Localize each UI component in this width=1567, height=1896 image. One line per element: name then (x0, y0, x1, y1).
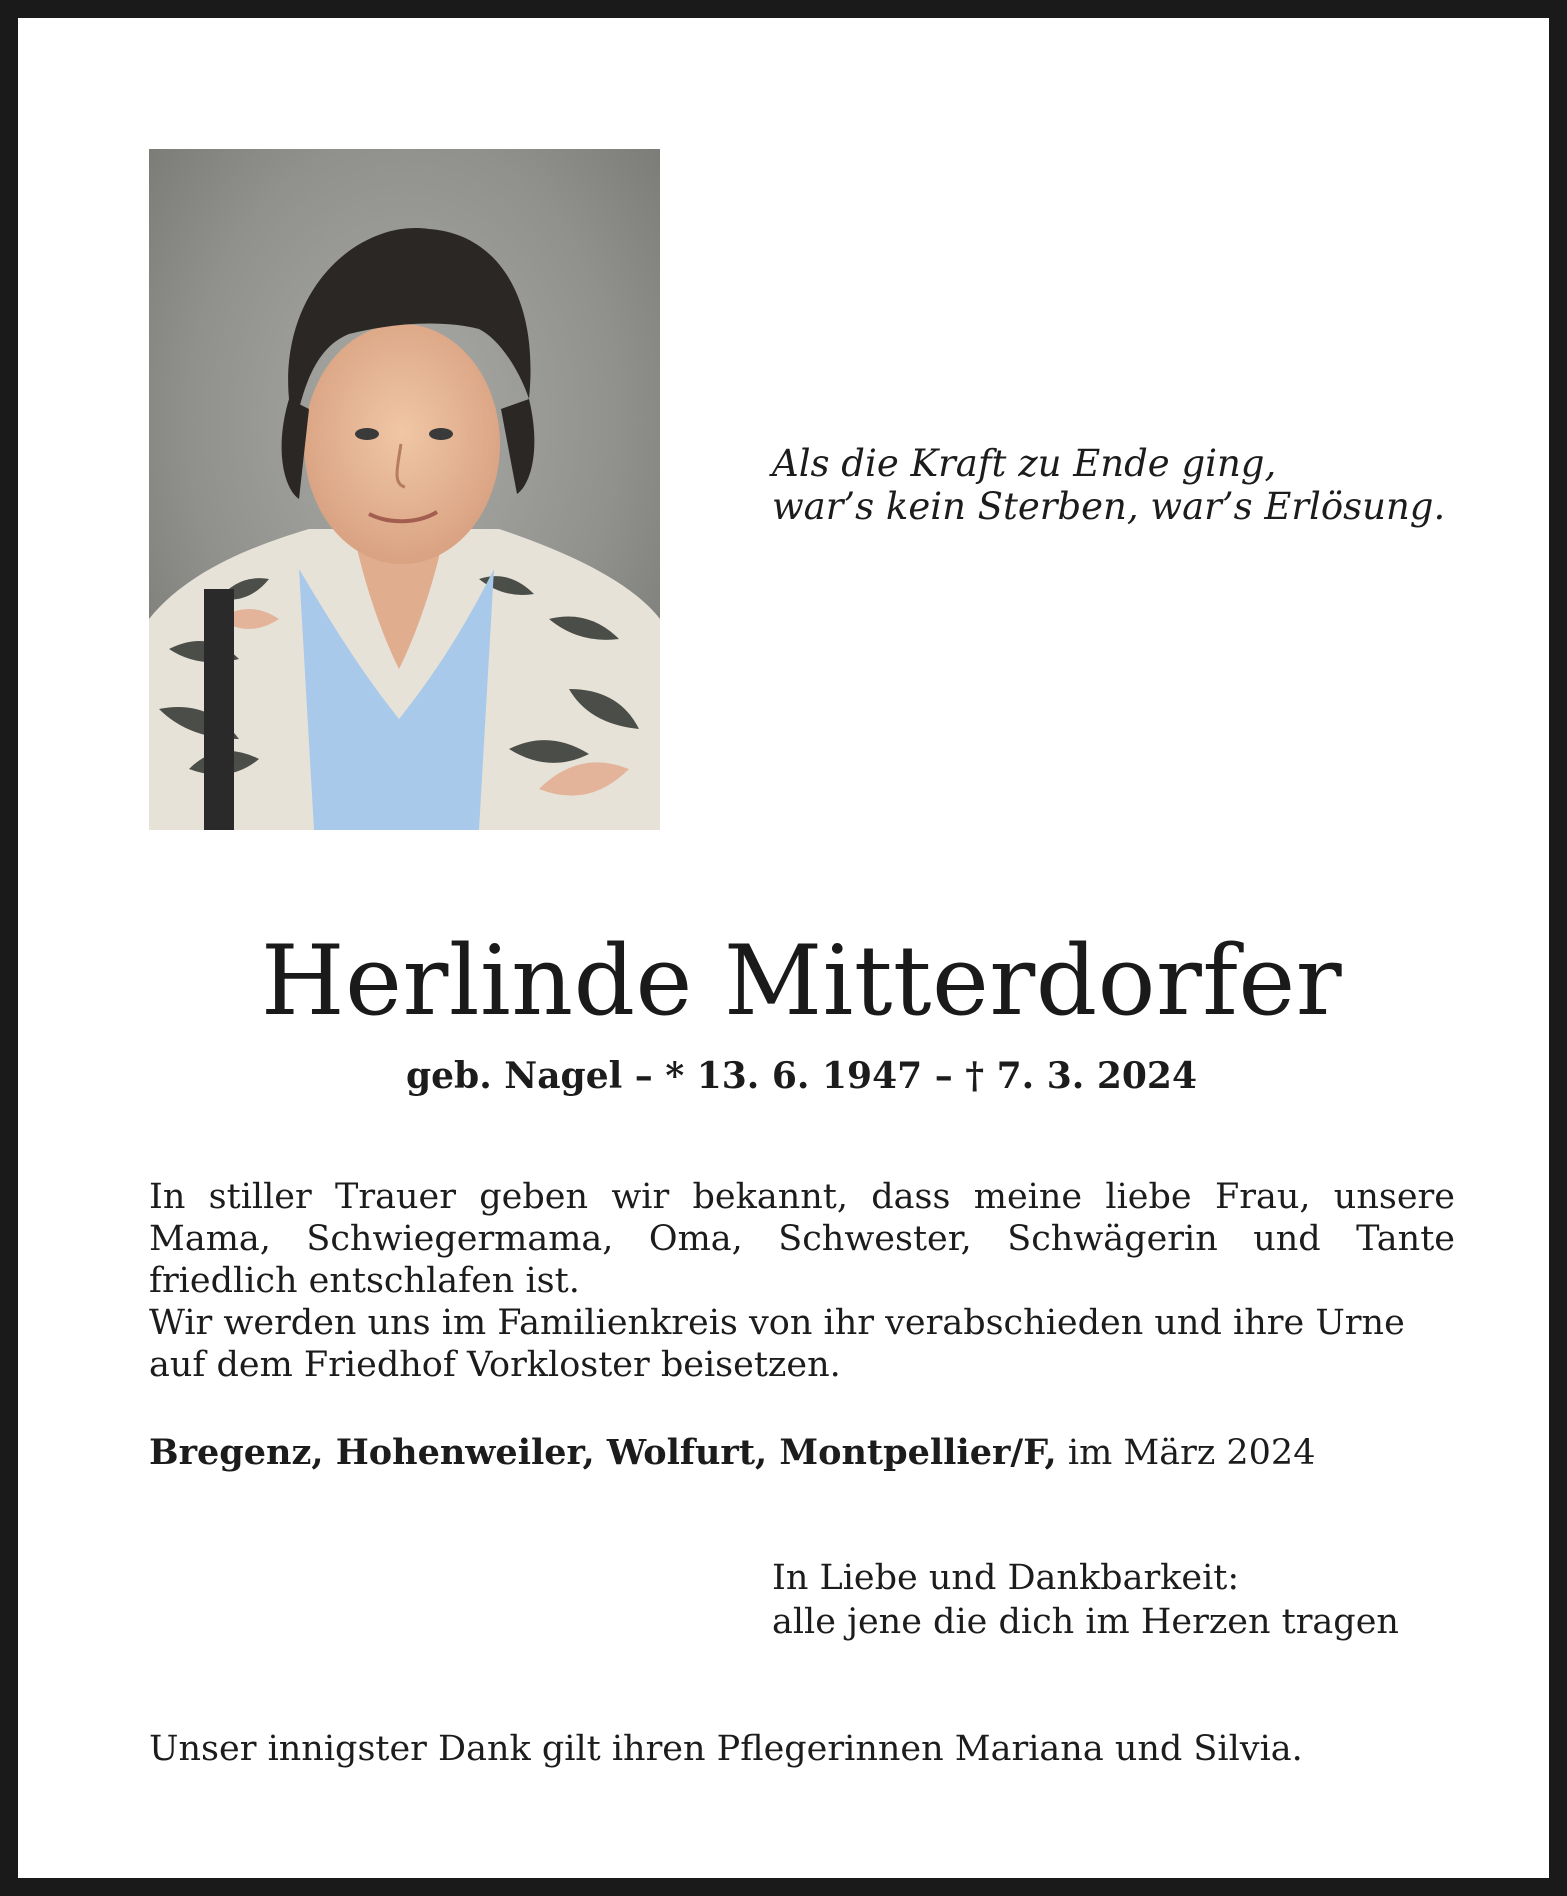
motto-quote (772, 442, 1445, 528)
signature-block (772, 1556, 1399, 1644)
place-locations: Bregenz, Hohenweiler, Wolfurt, Montpellier/F, (149, 1432, 1057, 1473)
left-eye (355, 428, 379, 440)
thanks-note: Unser innigster Dank gilt ihren Pflegerinnen Mariana und Silvia. (149, 1729, 1303, 1769)
portrait-photo (149, 149, 660, 830)
right-eye (429, 428, 453, 440)
bag-strap (204, 589, 234, 830)
motto-line-1: Als die Kraft zu Ende ging, (772, 442, 1277, 485)
announcement-paragraph-1: In stiller Trauer geben wir bekannt, dass meine liebe Frau, unsere Mama, Schwiegermama, Oma, Schwester, Schwägerin und Tante friedlich entschlafen ist. (149, 1177, 1455, 1301)
place-and-date (149, 1431, 1315, 1475)
place-date: im März 2024 (1067, 1433, 1316, 1473)
signature-line-1: In Liebe und Dankbarkeit: (772, 1558, 1240, 1598)
portrait-illustration (149, 149, 660, 830)
life-dates: geb. Nagel – * 13. 6. 1947 – † 7. 3. 2024 (405, 1055, 1198, 1097)
face (304, 324, 500, 564)
announcement-paragraph-2: Wir werden uns im Familienkreis von ihr verabschieden und ihre Urne auf dem Friedhof Vorkloster beisetzen. (149, 1303, 1405, 1385)
deceased-name: Herlinde Mitterdorfer (260, 925, 1343, 1037)
motto-line-2: war’s kein Sterben, war’s Erlösung. (772, 485, 1446, 528)
announcement-text (149, 1176, 1455, 1386)
signature-line-2: alle jene die dich im Herzen tragen (772, 1602, 1399, 1642)
